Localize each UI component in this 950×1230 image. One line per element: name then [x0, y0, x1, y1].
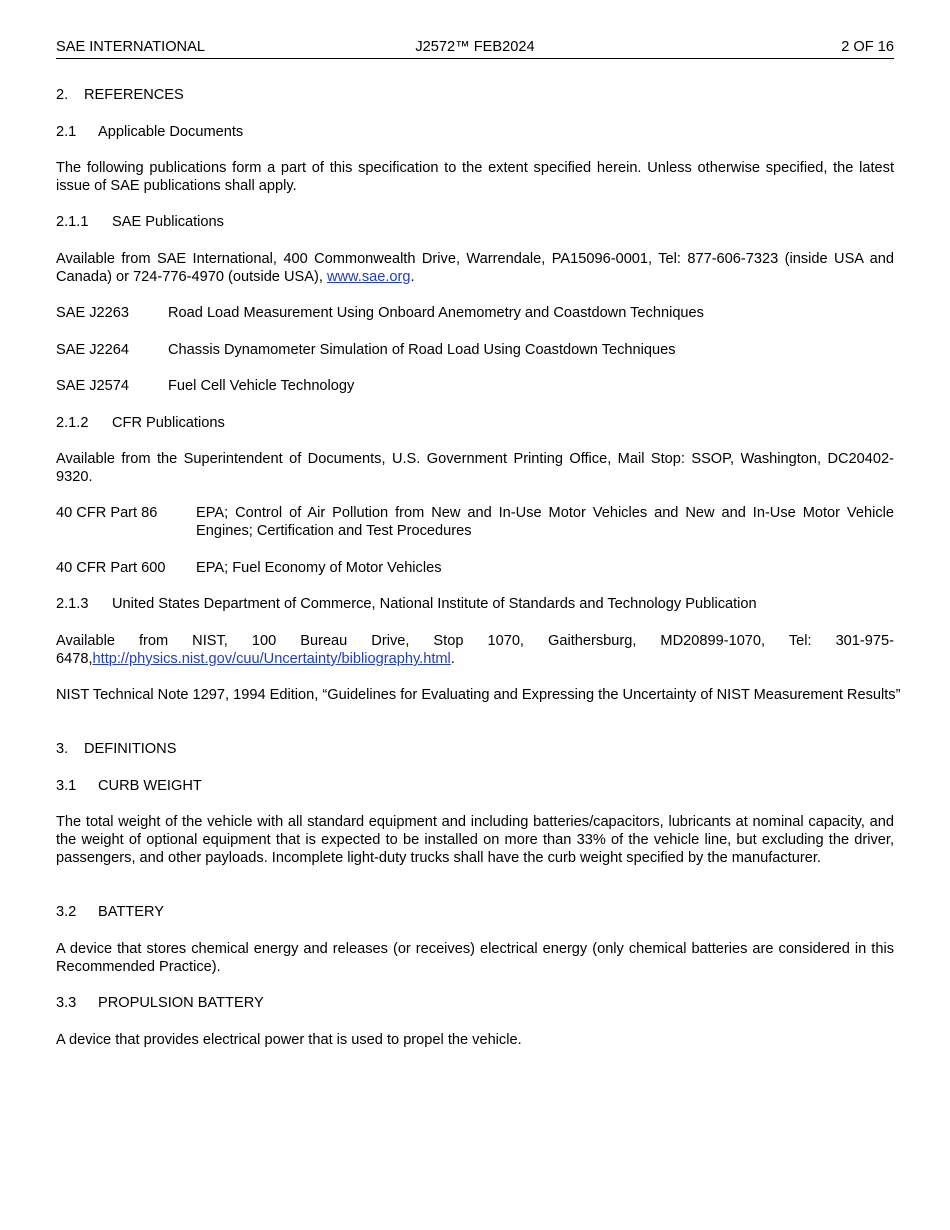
section-title: SAE Publications	[112, 214, 224, 230]
reference-title: Chassis Dynamometer Simulation of Road Load Using Coastdown Techniques	[168, 342, 676, 358]
section-number: 2.1.1	[56, 214, 89, 230]
reference-title: EPA; Control of Air Pollution from New and In-Use Motor Vehicles and New and In-Use Motor Vehicle Engines; Certification and Test Procedures	[196, 505, 894, 539]
sae-availability-paragraph	[56, 250, 894, 286]
reference-title: Road Load Measurement Using Onboard Anemometry and Coastdown Techniques	[168, 305, 704, 321]
section-heading-3	[56, 740, 176, 758]
section-number: 3.2	[56, 904, 77, 920]
reference-title: Fuel Cell Vehicle Technology	[168, 378, 355, 394]
nist-availability-paragraph	[56, 632, 894, 668]
header-page-number: 2 OF 16	[841, 39, 894, 55]
section-title: REFERENCES	[84, 87, 184, 103]
section-heading-2-1	[56, 123, 243, 141]
header-org: SAE INTERNATIONAL	[56, 39, 205, 55]
reference-code: SAE J2263	[56, 305, 130, 321]
reference-code: 40 CFR Part 600	[56, 560, 166, 576]
section-title: CURB WEIGHT	[98, 778, 202, 794]
section-heading-3-1	[56, 777, 202, 795]
sae-availability-text: Available from SAE International, 400 Commonwealth Drive, Warrendale, PA15096-0001, Tel: 877-606-7323 (inside USA and Canada) or 724-776-4970 (outside USA),	[56, 251, 894, 285]
section-heading-3-2	[56, 903, 164, 921]
section-title: PROPULSION BATTERY	[98, 995, 264, 1011]
nist-availability-end: .	[450, 651, 455, 667]
section-number: 2.1	[56, 124, 77, 140]
section-title: Applicable Documents	[98, 124, 244, 140]
curb-weight-definition: The total weight of the vehicle with all standard equipment and including batteries/capacitors, lubricants at nominal capacity, and the weight of optional equipment that is expected to be installed on more than 33% of the vehicle line, but excluding the driver, passengers, and other payloads. Incomplete light-duty trucks shall have the curb weight specified by the manufacturer.	[56, 814, 894, 866]
section-heading-2	[56, 86, 184, 104]
propulsion-battery-definition: A device that provides electrical power that is used to propel the vehicle.	[56, 1032, 522, 1048]
sae-availability-end: .	[410, 269, 415, 285]
section-heading-2-1-1	[56, 213, 224, 231]
nist-technical-note: NIST Technical Note 1297, 1994 Edition, “Guidelines for Evaluating and Expressing the Uncertainty of NIST Measurement Results”	[56, 687, 901, 703]
section-number: 2.	[56, 87, 69, 103]
battery-definition: A device that stores chemical energy and releases (or receives) electrical energy (only chemical batteries are considered in this Recommended Practice).	[56, 941, 894, 975]
nist-bibliography-link[interactable]: http://physics.nist.gov/cuu/Uncertainty/bibliography.html	[92, 651, 451, 667]
header-doc-id: J2572™ FEB2024	[415, 39, 535, 55]
section-number: 3.3	[56, 995, 77, 1011]
section-heading-2-1-2	[56, 414, 225, 432]
section-number: 2.1.2	[56, 415, 89, 431]
section-title: DEFINITIONS	[84, 741, 177, 757]
nist-availability-text: Available from NIST, 100 Bureau Drive, Stop 1070, Gaithersburg, MD20899-1070, Tel: 301-975-6478,	[56, 633, 894, 667]
section-number: 3.	[56, 741, 69, 757]
applicable-documents-intro: The following publications form a part of this specification to the extent specified herein. Unless otherwise specified, the latest issue of SAE publications shall apply.	[56, 160, 894, 194]
cfr-availability-paragraph: Available from the Superintendent of Documents, U.S. Government Printing Office, Mail Stop: SSOP, Washington, DC20402-9320.	[56, 451, 894, 485]
reference-code: SAE J2574	[56, 378, 130, 394]
reference-title: EPA; Fuel Economy of Motor Vehicles	[196, 560, 442, 576]
section-title: BATTERY	[98, 904, 164, 920]
reference-code: SAE J2264	[56, 342, 130, 358]
section-number: 3.1	[56, 778, 77, 794]
section-heading-3-3	[56, 994, 264, 1012]
sae-website-link[interactable]: www.sae.org	[326, 269, 411, 285]
section-number: 2.1.3	[56, 596, 89, 612]
section-title: United States Department of Commerce, National Institute of Standards and Technology Publication	[112, 596, 757, 612]
section-title: CFR Publications	[112, 415, 225, 431]
section-heading-2-1-3	[56, 595, 757, 613]
reference-code: 40 CFR Part 86	[56, 505, 158, 521]
page-header	[56, 38, 894, 59]
